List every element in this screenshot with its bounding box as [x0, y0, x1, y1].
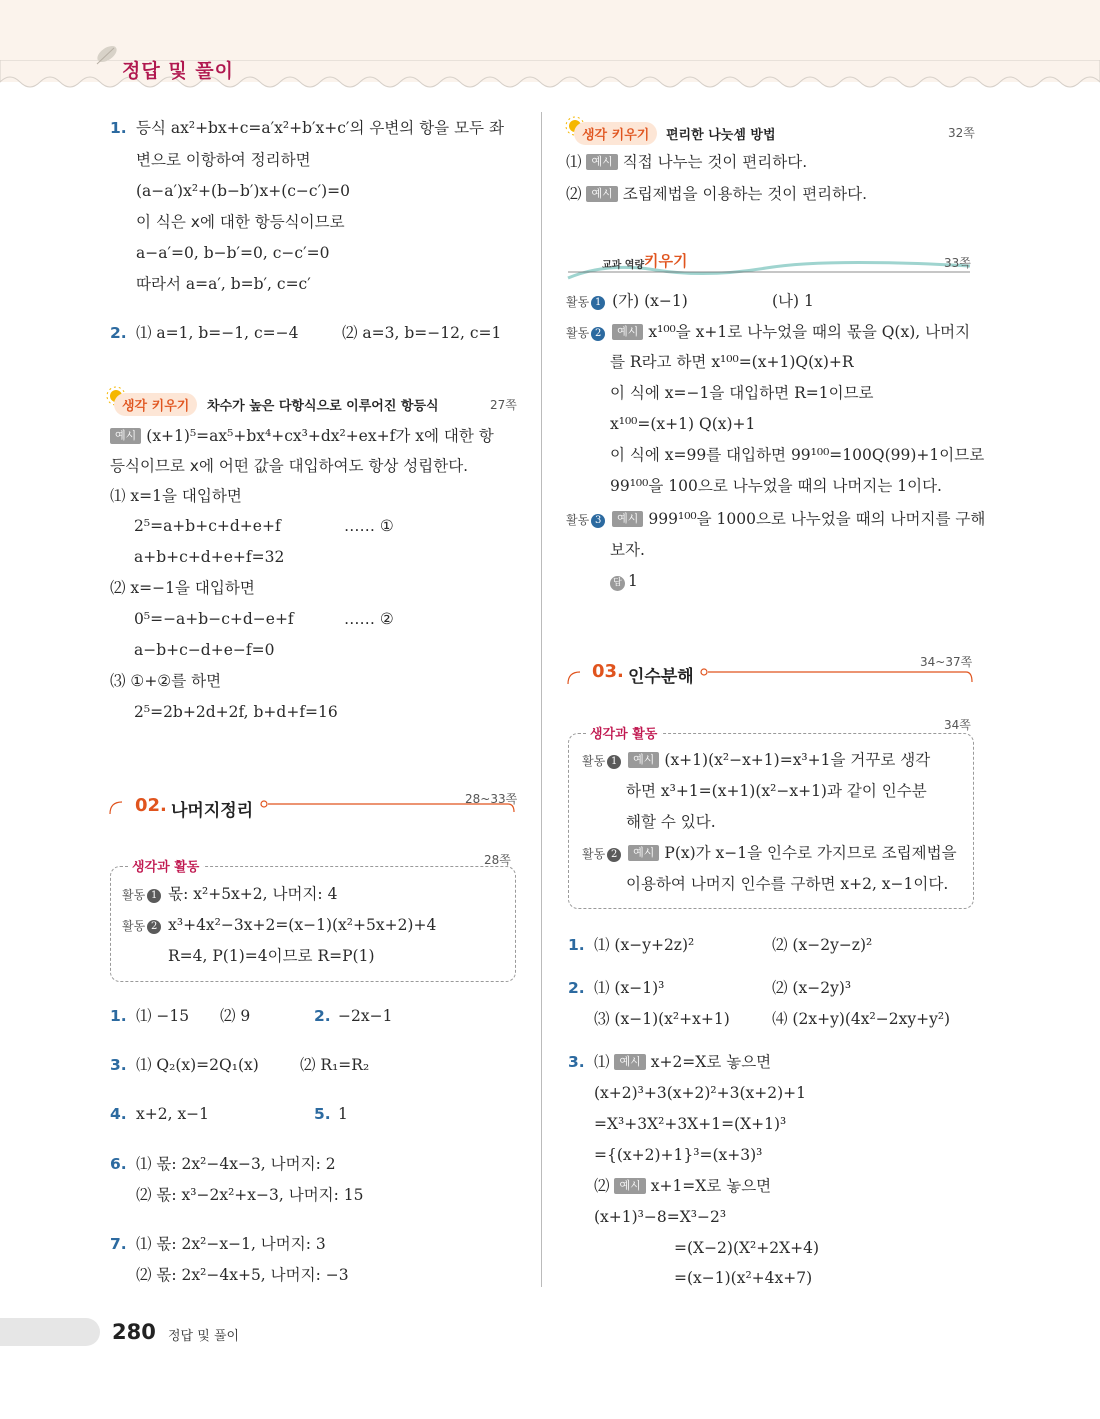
activity-label: 활동 — [122, 919, 146, 933]
text-line: ⑴ x=1을 대입하면 — [110, 487, 242, 505]
answer-text: ⑷ (2x+y)(4x²−2xy+y²) — [772, 1010, 951, 1028]
problem-number: 4. — [110, 1105, 127, 1123]
answer-text: −2x−1 — [338, 1007, 393, 1025]
text-line: ⑶ ①+②를 하면 — [110, 672, 222, 690]
text-line: ⑵ x=−1을 대입하면 — [110, 579, 255, 597]
text-line: 를 R라고 하면 x¹⁰⁰=(x+1)Q(x)+R — [610, 353, 854, 371]
answer-text: (나) 1 — [772, 292, 814, 310]
problem-number: 1. — [110, 119, 127, 137]
math-line: 2⁵=2b+2d+2f, b+d+f=16 — [134, 703, 338, 721]
answer-text: x+2, x−1 — [136, 1105, 210, 1123]
answer-text: ⑴ (x−1)³ — [594, 979, 665, 997]
math-line: a+b+c+d+e+f=32 — [134, 548, 285, 566]
math-line: x³+4x²−3x+2=(x−1)(x²+5x+2)+4 — [168, 916, 437, 934]
text-line: 등식이므로 x에 어떤 값을 대입하여도 항상 성립한다. — [110, 457, 469, 475]
problem-number: 6. — [110, 1155, 127, 1173]
problem-number: 7. — [110, 1235, 127, 1253]
example-tag: 예시 — [110, 428, 141, 444]
problem-number: 3. — [110, 1056, 127, 1074]
answer-text: ⑴ −15 — [136, 1007, 190, 1025]
text-line: 999¹⁰⁰을 1000으로 나누었을 때의 나머지를 구해 — [648, 510, 986, 528]
text-line: 이용하여 나머지 인수를 구하면 x+2, x−1이다. — [626, 875, 949, 893]
equation-mark: …… ① — [344, 517, 394, 535]
text-line: 이 식에 x=−1을 대입하면 R=1이므로 — [610, 384, 874, 402]
item-marker: ⑵ — [594, 1177, 610, 1195]
answer-text: ⑴ a=1, b=−1, c=−4 — [136, 324, 299, 342]
section-number: 03. — [592, 661, 624, 682]
math-line: 따라서 a=a′, b=b′, c=c′ — [136, 275, 311, 293]
text-line: 해할 수 있다. — [626, 813, 716, 831]
answer-text: ⑵ (x−2y−z)² — [772, 936, 873, 954]
answer-text: ⑴ Q₂(x)=2Q₁(x) — [136, 1056, 259, 1074]
page-ref: 34쪽 — [944, 718, 971, 732]
section-title: 나머지정리 — [171, 801, 254, 821]
answer-text: ⑴ 몫: 2x²−x−1, 나머지: 3 — [136, 1235, 326, 1253]
math-line: x+2=X로 놓으면 — [650, 1053, 772, 1071]
math-line: (x+2)³+3(x+2)²+3(x+2)+1 — [594, 1084, 807, 1102]
math-line: (x+1)³−8=X³−2³ — [594, 1208, 727, 1226]
math-line: 하면 x³+1=(x+1)(x²−x+1)과 같이 인수분 — [626, 782, 927, 800]
item-marker: ⑴ — [566, 153, 582, 171]
answer-badge: 답 — [610, 576, 625, 591]
answer-text: ⑵ (x−2y)³ — [772, 979, 852, 997]
text-line: 99¹⁰⁰을 100으로 나누었을 때의 나머지는 1이다. — [610, 477, 942, 495]
math-line: x+1=X로 놓으면 — [650, 1177, 772, 1195]
math-line: 2⁵=a+b+c+d+e+f — [134, 517, 281, 535]
text-line: 이 식에 x=99를 대입하면 99¹⁰⁰=100Q(99)+1이므로 — [610, 446, 985, 464]
think-badge: 생각 키우기 — [574, 122, 657, 145]
text-line: 등식 ax²+bx+c=a′x²+b′x+c′의 우변의 항을 모두 좌 — [136, 119, 504, 137]
page-ref: 34~37쪽 — [920, 655, 973, 669]
think-badge: 생각 키우기 — [114, 393, 197, 416]
answer-text: ⑴ (x−y+2z)² — [594, 936, 695, 954]
leaf-icon — [92, 40, 122, 70]
math-line: 0⁵=−a+b−c+d−e+f — [134, 610, 294, 628]
answer-text: 1 — [338, 1105, 348, 1123]
capacity-small: 교과 역량 — [602, 260, 645, 271]
answer-text: ⑵ R₁=R₂ — [300, 1056, 370, 1074]
math-line: R=4, P(1)=4이므로 R=P(1) — [168, 947, 375, 965]
math-line: ={(x+2)+1}³=(x+3)³ — [594, 1146, 763, 1164]
page-title: 정답 및 풀이 — [122, 60, 234, 82]
footer-label: 정답 및 풀이 — [168, 1329, 240, 1344]
text-line: 보자. — [610, 541, 645, 559]
text-line: x¹⁰⁰을 x+1로 나누었을 때의 몫을 Q(x), 나머지 — [648, 323, 971, 341]
answer-text: ⑴ 몫: 2x²−4x−3, 나머지: 2 — [136, 1155, 336, 1173]
section-number: 02. — [135, 795, 167, 816]
page-ref: 28~33쪽 — [465, 792, 518, 806]
math-line: a−b+c−d+e−f=0 — [134, 641, 275, 659]
column-divider — [541, 112, 542, 1287]
think-title: 편리한 나눗셈 방법 — [666, 128, 776, 143]
answer-text: ⑵ 9 — [220, 1007, 251, 1025]
activity-label: 활동 — [122, 888, 146, 902]
section-title: 인수분해 — [628, 667, 694, 687]
footer-bar — [0, 1318, 100, 1346]
answer-text: ⑵ a=3, b=−12, c=1 — [342, 324, 502, 342]
problem-number: 1. — [110, 1007, 127, 1025]
answer-text: 1 — [628, 572, 638, 590]
page-ref: 32쪽 — [948, 126, 975, 140]
section-line — [108, 790, 518, 820]
problem-number: 3. — [568, 1053, 585, 1071]
page-ref: 33쪽 — [944, 256, 971, 270]
problem-number: 1. — [568, 936, 585, 954]
math-line: (x+1)⁵=ax⁵+bx⁴+cx³+dx²+ex+f가 x에 대한 항 — [146, 427, 494, 445]
text-line: 직접 나누는 것이 편리하다. — [622, 153, 808, 171]
page-ref: 28쪽 — [484, 853, 511, 867]
page-ref: 27쪽 — [490, 398, 517, 412]
problem-number: 5. — [314, 1105, 331, 1123]
answer-text: 몫: x²+5x+2, 나머지: 4 — [168, 885, 338, 903]
box-label: 생각과 활동 — [128, 856, 203, 875]
page-number: 280 — [112, 1320, 156, 1344]
answer-text: ⑶ (x−1)(x²+x+1) — [594, 1010, 730, 1028]
math-line: a−a′=0, b−b′=0, c−c′=0 — [136, 244, 330, 262]
text-line: 조립제법을 이용하는 것이 편리하다. — [622, 185, 868, 203]
answer-text: (가) (x−1) — [612, 292, 688, 310]
math-line: =(X−2)(X²+2X+4) — [674, 1239, 820, 1257]
answer-text: ⑵ 몫: x³−2x²+x−3, 나머지: 15 — [136, 1186, 364, 1204]
math-line: =(x−1)(x²+4x+7) — [674, 1269, 813, 1287]
text-line: 이 식은 x에 대한 항등식이므로 — [136, 213, 345, 231]
math-line: (x+1)(x²−x+1)=x³+1을 거꾸로 생각 — [664, 751, 931, 769]
capacity-title: 키우기 — [644, 252, 688, 270]
problem-number: 2. — [110, 324, 127, 342]
math-line: =X³+3X²+3X+1=(X+1)³ — [594, 1115, 787, 1133]
item-marker: ⑵ — [566, 185, 582, 203]
think-title: 차수가 높은 다항식으로 이루어진 항등식 — [207, 399, 439, 414]
problem-number: 2. — [314, 1007, 331, 1025]
text-line: P(x)가 x−1을 인수로 가지므로 조립제법을 — [664, 844, 957, 862]
math-line: x¹⁰⁰=(x+1) Q(x)+1 — [610, 415, 756, 433]
item-marker: ⑴ — [594, 1053, 610, 1071]
math-line: (a−a′)x²+(b−b′)x+(c−c′)=0 — [136, 182, 351, 200]
text-line: 변으로 이항하여 정리하면 — [136, 151, 311, 169]
answer-text: ⑵ 몫: 2x²−4x+5, 나머지: −3 — [136, 1266, 349, 1284]
box-label: 생각과 활동 — [586, 723, 661, 742]
problem-number: 2. — [568, 979, 585, 997]
equation-mark: …… ② — [344, 610, 394, 628]
